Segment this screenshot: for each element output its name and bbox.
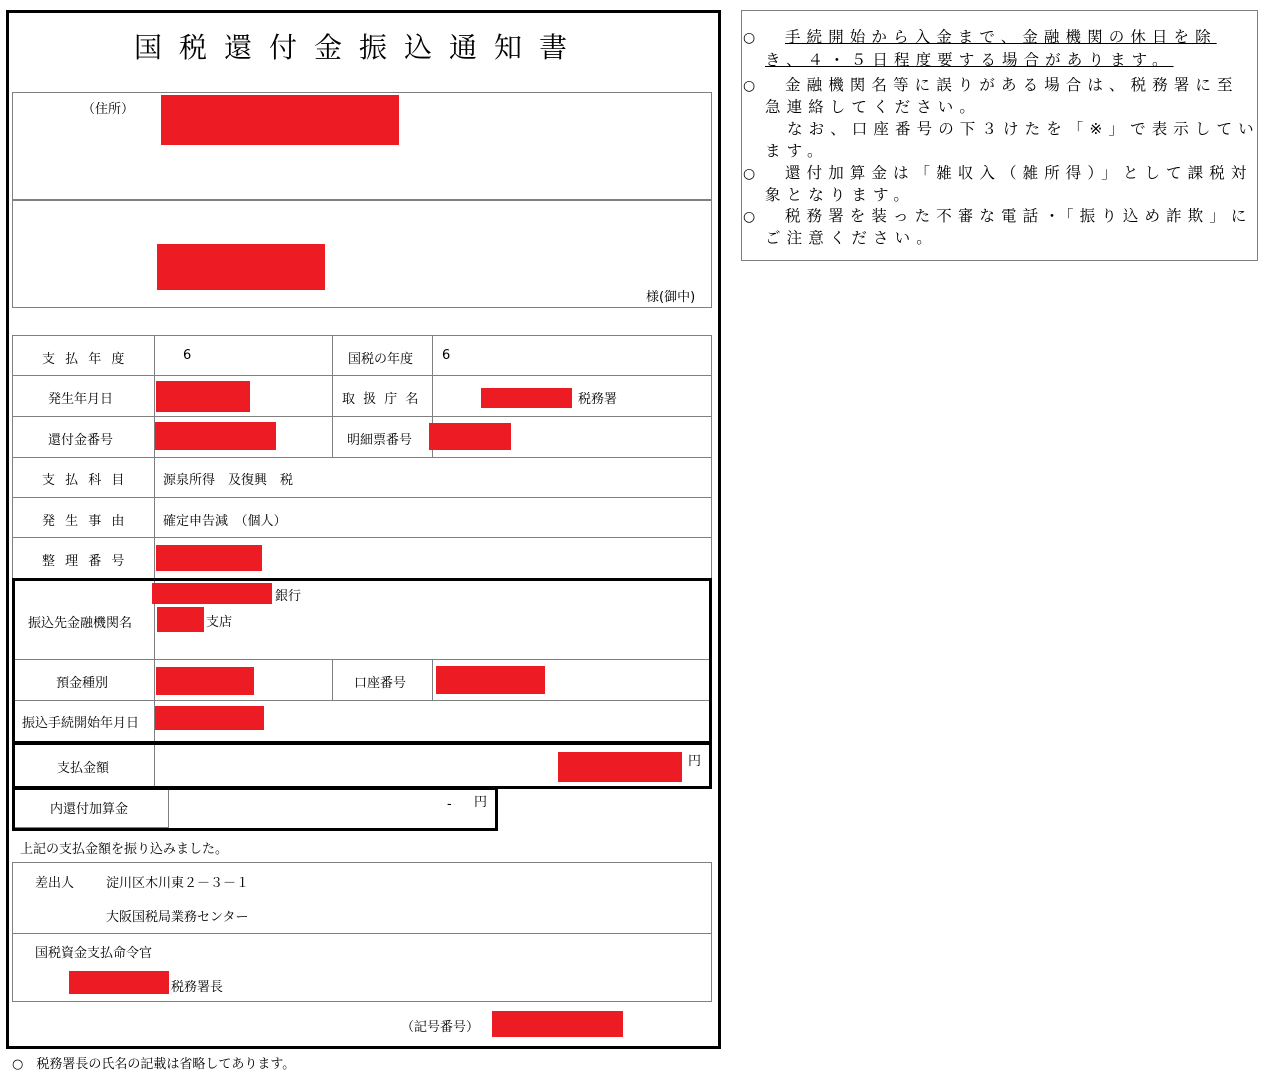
interest-amount-border — [12, 787, 498, 831]
note-text: 金融機関名等に誤りがある場合は、税務署に至 — [785, 76, 1239, 94]
sender-label: 差出人 — [35, 876, 75, 891]
bank-section-border — [12, 578, 712, 744]
tax-year-value: 6 — [442, 348, 451, 363]
redacted-address — [161, 95, 399, 145]
deposit-type-label: 預金種別 — [56, 676, 109, 691]
transfer-start-label: 振込手続開始年月日 — [22, 716, 140, 731]
note-line — [765, 95, 981, 117]
note-text: 象となります。 — [765, 186, 915, 204]
note-line — [765, 139, 829, 161]
note-text: なお、口座番号の下３けたを「※」で表示してい — [787, 120, 1260, 138]
circle-bullet-icon: ○ — [743, 166, 756, 182]
payment-amount-border — [12, 742, 712, 789]
redacted-name — [157, 244, 325, 290]
account-number-label: 口座番号 — [354, 676, 407, 691]
note-line — [765, 183, 915, 205]
fiscal-year-value: 6 — [183, 348, 192, 363]
redacted-occurrence-date — [156, 381, 250, 412]
name-box — [12, 200, 712, 308]
footer-note: ○ 税務署長の氏名の記載は省略してあります。 — [12, 1057, 296, 1072]
branch-suffix: 支店 — [206, 615, 233, 630]
officer-label: 国税資金支払命令官 — [35, 946, 153, 961]
reason-label: 発 生 事 由 — [42, 514, 128, 529]
note-line — [743, 25, 1217, 47]
circle-bullet-icon: ○ — [743, 30, 756, 46]
interest-value: - — [447, 797, 452, 812]
note-text: き、４・５日程度要する場合があります。 — [765, 51, 1174, 69]
refund-number-label: 還付金番号 — [48, 433, 114, 448]
address-label: （住所） — [82, 102, 135, 117]
note-text: 還付加算金は「雑収入（雑所得）」として課税対 — [785, 164, 1253, 182]
tax-year-value-cell — [432, 335, 712, 376]
interest-label: 内還付加算金 — [50, 802, 129, 817]
subject-value: 源泉所得 及復興 税 — [163, 473, 294, 488]
subject-label: 支 払 科 目 — [42, 473, 128, 488]
sender-center: 大阪国税局業務センター — [106, 910, 249, 925]
redacted-office-name — [481, 388, 572, 408]
note-line — [765, 117, 1260, 139]
redacted-code-number — [492, 1011, 623, 1037]
honorific-label: 様(御中) — [646, 290, 696, 305]
circle-bullet-icon: ○ — [743, 78, 756, 94]
transferred-note: 上記の支払金額を振り込みました。 — [20, 842, 229, 857]
office-value-cell — [432, 375, 712, 417]
note-line — [765, 226, 938, 248]
document-title: 国税還付金振込通知書 — [133, 31, 584, 64]
reason-value: 確定申告減 （個人） — [163, 514, 287, 529]
redacted-ref-number — [156, 545, 262, 571]
statement-number-label: 明細票番号 — [347, 433, 413, 448]
chief-suffix: 税務署長 — [171, 980, 224, 995]
interest-yen-label: 円 — [474, 795, 488, 810]
note-line — [765, 48, 1174, 70]
payment-amount-label: 支払金額 — [57, 761, 110, 776]
redacted-refund-number — [155, 422, 276, 450]
office-label: 取 扱 庁 名 — [342, 392, 421, 407]
institution-label: 振込先金融機関名 — [28, 616, 133, 631]
occurrence-date-label: 発生年月日 — [48, 392, 114, 407]
payment-yen-label: 円 — [688, 754, 702, 769]
redacted-statement-number — [429, 423, 511, 450]
fiscal-year-value-cell — [154, 335, 333, 376]
tax-year-label: 国税の年度 — [348, 352, 414, 367]
office-suffix: 税務署 — [578, 392, 618, 407]
note-text: 税務署を装った不審な電話・「振り込め詐欺」に — [785, 207, 1253, 225]
note-text: ご注意ください。 — [765, 229, 938, 247]
sender-address: 淀川区木川東２－３－１ — [106, 876, 250, 891]
bank-suffix: 銀行 — [275, 589, 302, 604]
note-line — [743, 204, 1252, 226]
note-line — [743, 161, 1252, 183]
ref-number-label: 整 理 番 号 — [42, 554, 128, 569]
circle-bullet-icon: ○ — [743, 209, 756, 225]
note-text: 急連絡してください。 — [765, 98, 982, 116]
fiscal-year-label: 支 払 年 度 — [42, 352, 128, 367]
note-text: 手続開始から入金まで、金融機関の休日を除 — [785, 28, 1217, 46]
redacted-tax-office — [69, 971, 169, 994]
note-text: ます。 — [765, 142, 829, 160]
code-number-label: （記号番号） — [401, 1020, 480, 1035]
note-line — [743, 73, 1239, 95]
